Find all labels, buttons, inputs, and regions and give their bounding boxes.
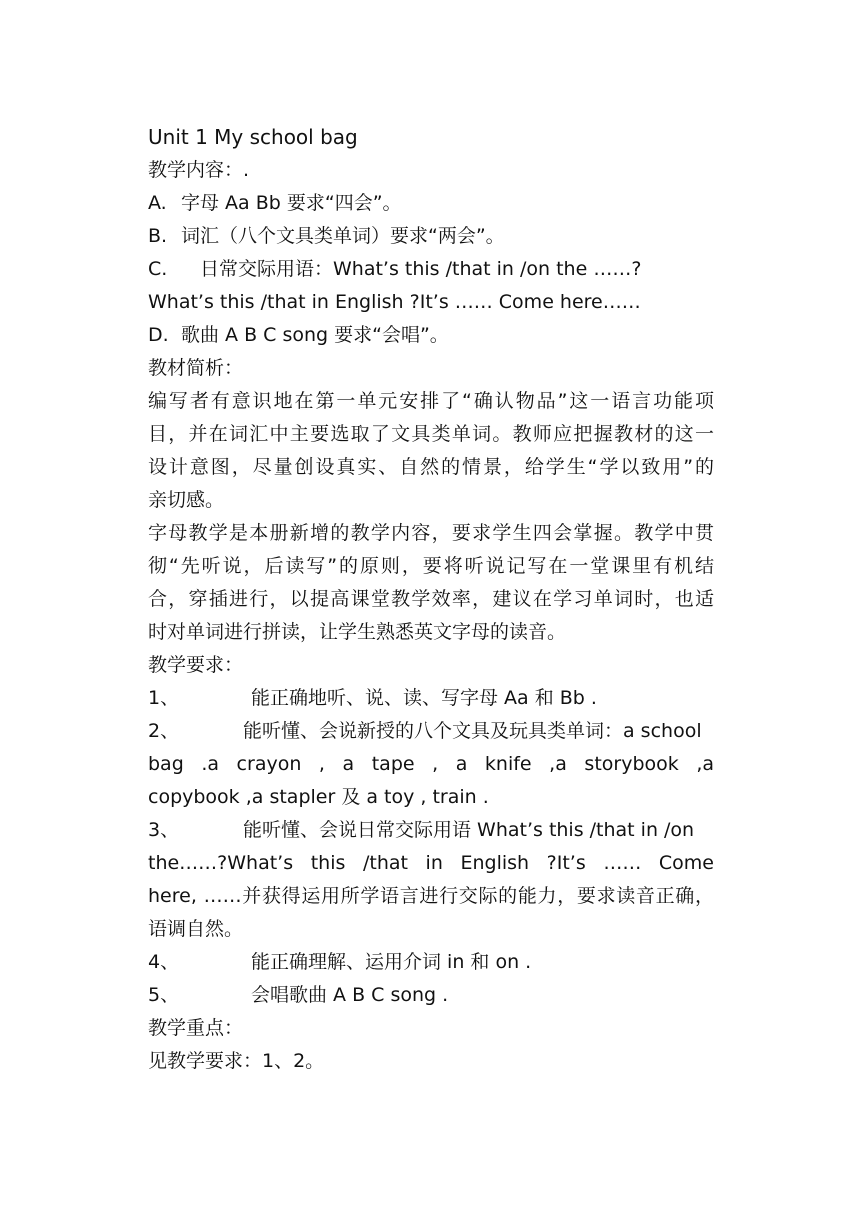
list-item-text: 会唱歌曲 A B C song . <box>251 984 449 1006</box>
requirement-item-3 <box>148 814 714 847</box>
analysis-line: 字母教学是本册新增的教学内容，要求学生四会掌握。教学中贯 <box>148 522 714 544</box>
list-item-text: 能正确理解、运用介词 in 和 on . <box>251 951 532 973</box>
content-item-d <box>148 319 714 352</box>
list-item-text: 能正确地听、说、读、写字母 Aa 和 Bb . <box>251 687 597 709</box>
list-marker: 1、 <box>148 687 180 709</box>
content-item-b <box>148 220 714 253</box>
document-page <box>148 121 714 1078</box>
requirement-item-4 <box>148 946 714 979</box>
doc-title: Unit 1 My school bag <box>148 125 358 149</box>
list-item-text: 字母 Aa Bb 要求“四会”。 <box>181 192 402 214</box>
analysis-line: 亲切感。 <box>148 489 225 511</box>
key-points-heading: 教学重点： <box>148 1017 244 1039</box>
analysis-line: 彻“先听说，后读写”的原则，要将听说记写在一堂课里有机结 <box>148 555 714 577</box>
analysis-line: 目，并在词汇中主要选取了文具类单词。教师应把握教材的这一 <box>148 423 714 445</box>
requirement-item-1 <box>148 682 714 715</box>
requirement-item-3-continued: the……?What’s this /that in English ?It’s …… Come <box>148 852 714 874</box>
analysis-line: 时对单词进行拼读，让学生熟悉英文字母的读音。 <box>148 621 567 643</box>
requirement-item-3-continued: here, ……并获得运用所学语言进行交际的能力，要求读音正确， <box>148 885 714 907</box>
list-marker: 4、 <box>148 951 180 973</box>
list-marker: 5、 <box>148 984 180 1006</box>
analysis-line: 设计意图，尽量创设真实、自然的情景，给学生“学以致用”的 <box>148 456 714 478</box>
content-item-c-continued: What’s this /that in English ?It’s …… Come here…… <box>148 291 641 313</box>
content-item-a <box>148 187 714 220</box>
analysis-line: 编写者有意识地在第一单元安排了“确认物品”这一语言功能项 <box>148 390 714 412</box>
requirement-item-2-continued: copybook ,a stapler 及 a toy , train . <box>148 786 489 808</box>
requirement-item-2 <box>148 715 714 748</box>
list-marker: B. <box>148 225 168 247</box>
list-marker: A. <box>148 192 167 214</box>
list-marker: 3、 <box>148 819 180 841</box>
list-item-text: 日常交际用语：What’s this /that in /on the ……? <box>200 258 642 280</box>
requirement-item-2-continued: bag .a crayon , a tape , a knife ,a storybook ,a <box>148 753 714 775</box>
list-marker: D. <box>148 324 169 346</box>
key-points-text: 见教学要求：1、2。 <box>148 1050 325 1072</box>
list-item-text: 能听懂、会说日常交际用语 What’s this /that in /on <box>243 819 695 841</box>
analysis-heading: 教材简析： <box>148 357 244 379</box>
list-marker: 2、 <box>148 720 180 742</box>
requirement-item-5 <box>148 979 714 1012</box>
content-heading: 教学内容：. <box>148 159 250 181</box>
content-item-c <box>148 253 714 286</box>
requirement-item-3-continued: 语调自然。 <box>148 918 244 940</box>
requirements-heading: 教学要求： <box>148 654 244 676</box>
analysis-line: 合，穿插进行，以提高课堂教学效率，建议在学习单词时，也适 <box>148 588 714 610</box>
list-marker: C. <box>148 258 168 280</box>
list-item-text: 词汇（八个文具类单词）要求“两会”。 <box>181 225 505 247</box>
list-item-text: 能听懂、会说新授的八个文具及玩具类单词：a school <box>243 720 702 742</box>
list-item-text: 歌曲 A B C song 要求“会唱”。 <box>181 324 449 346</box>
